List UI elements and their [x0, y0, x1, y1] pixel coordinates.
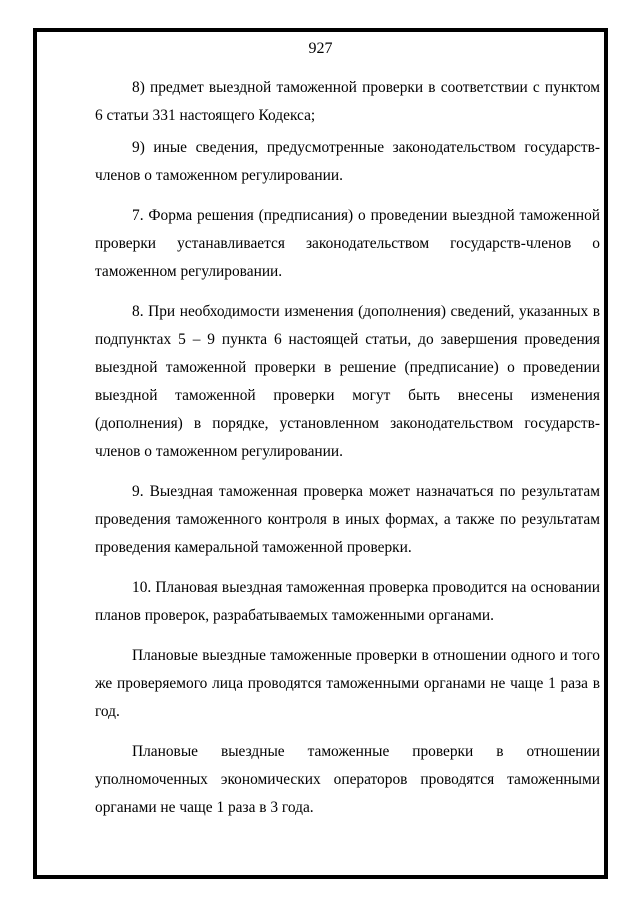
paragraph-point-8: 8. При необходимости изменения (дополнения) сведений, указанных в подпунктах 5 – 9 пункта 6 настоящей статьи, до завершения проведения выездной таможенной проверки в решение (предписание) о проведении выездной таможенной проверки могут быть внесены изменения (дополнения) в порядке, установленном законодательством государств-членов о таможенном регулировании. — [95, 303, 600, 460]
paragraph-item-9: 9) иные сведения, предусмотренные законодательством государств-членов о таможенном регулировании. — [95, 139, 600, 184]
paragraph-point-7: 7. Форма решения (предписания) о проведении выездной таможенной проверки устанавливается законодательством государств-членов о таможенном регулировании. — [95, 207, 600, 280]
page-number: 927 — [308, 40, 333, 57]
paragraph-item-8: 8) предмет выездной таможенной проверки в соответствии с пунктом 6 статьи 331 настоящего Кодекса; — [95, 79, 600, 124]
paragraph-planned-aeo-once-per-3-years: Плановые выездные таможенные проверки в отношении уполномоченных экономических операторов проводятся таможенными органами не чаще 1 раза в 3 года. — [95, 743, 600, 816]
document-body — [95, 74, 600, 834]
paragraph-planned-once-per-year: Плановые выездные таможенные проверки в отношении одного и того же проверяемого лица проводятся таможенными органами не чаще 1 раза в год. — [95, 647, 600, 720]
page-frame — [33, 28, 608, 879]
paragraph-point-9: 9. Выездная таможенная проверка может назначаться по результатам проведения таможенного контроля в иных формах, а также по результатам проведения камеральной таможенной проверки. — [95, 483, 600, 556]
paragraph-point-10: 10. Плановая выездная таможенная проверка проводится на основании планов проверок, разрабатываемых таможенными органами. — [95, 579, 600, 624]
